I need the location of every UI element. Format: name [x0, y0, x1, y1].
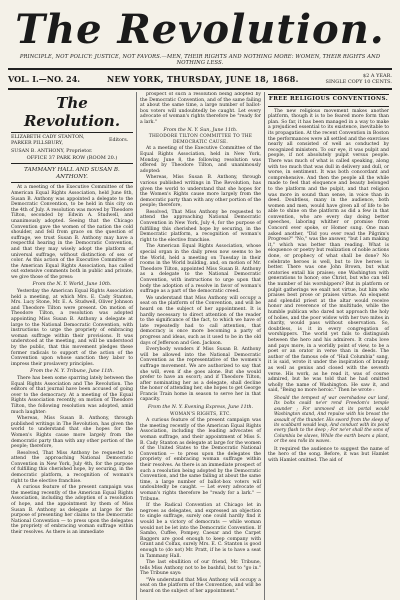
editor-stanton: ELIZABETH CADY STANTON, [11, 135, 85, 140]
paragraph: Resolved, That Miss Anthony be requested to attend the approaching National Democratic Convention in New York, July 4th, for the purpose of fulfilling this cherished hope, by securing, in the democratic platform, a recognition of woman's right to the elective franchise. [11, 450, 133, 484]
dateline [8, 72, 392, 86]
column-masthead: The Revolution. [23, 94, 121, 130]
source-line: From the N. Y. World, June 10th. [32, 282, 112, 288]
paragraph: The American Equal Rights Association, whose special organ in the daily press now seems to be the World, held a meeting on Tuesday in their rooms in the World building, and, on motion of Mr. Theodore Tilton, appointed Miss Susan B. Anthony as a delegate to the National Democratic Convention, with instructions to urge upon that body the adoption of a resolve in favor of woman's suffrage as a part of the democratic creed. [140, 244, 261, 295]
rule [268, 106, 389, 107]
office-address: OFFICE 37 PARK ROW (ROOM 20.) [26, 154, 118, 161]
column-1 [8, 92, 136, 600]
issue-date: NEW YORK, THURSDAY, JUNE 18, 1868. [106, 74, 299, 84]
editor-names [11, 135, 109, 147]
poem-stanza: Should the tempest of war overshadow our land, Its bolts could ne'er rend Freedom's temple asunder ; For unmoved at its portal would Washington stand, And repulse with his breast the assault of the thunder. His sword from the sleep of its scabbard would leap, And conduct with its point every flash to the deep ; For ne'er shall the sons of Columbia be slaves, While the earth bears a plant, or the sea rolls its waves. [274, 395, 389, 445]
section-subhead: WOMAN'S RIGHTS, ETC. [170, 411, 231, 417]
paragraph: Whereas, Miss Susan B. Anthony, through various published writings in The Revolution, has given the world to understand that she hopes for the Women's Rights cause more largely from the democratic party than with any other portion of the people; therefore, [140, 175, 261, 209]
paragraph: If the Radical Convention at Chicago let in negroes as delegates, and expressed an objection to single suffrage, surely one could hardly find it would be a victory of democrats — while woman would not be let into the Democratic Convention. If Sambo, Cuffee, Pompey, Caesar and the Carpet Baggers are good enough to keep company with Grant and Colfax, surely Mrs. E. C. Stanton is good enough to (do not) Mr. Pratt, if he is to have a seat in Tammany Hall. [140, 503, 261, 559]
price [326, 73, 392, 85]
paragraph: Whereas, Miss Susan B. Anthony, through published writings in The Revolution, has given the world to understand that she hopes for the Women's Rights cause more largely from the democratic party than with any other portion of the people; therefore, [11, 416, 133, 450]
paragraph: At a meeting of the Executive Committee of the American Equal Rights Association, held June 8th, Susan B. Anthony was appointed a delegate to the Democratic Convention, to be held in this city on the 4th of July. A resolution was moved by Theodore Tilton, seconded by Edwin A. Studwell, and unanimously adopted. Seeing that the Chicago Convention gave the women of the nation the cold shoulder, and fell from grace on the question of suffrage, we trust Susan B. Anthony may have a respectful hearing in the Democratic Convention, and that they may wisely adopt the platform of universal suffrage, without distinction of sex or color. As this action of the Executive Committee of the American Equal Rights Association, has called out extensive comments both in public and private, we give those of the press: [11, 185, 133, 280]
editors-block [11, 135, 133, 147]
source-line: From the N. Y. Evening Express, June 11th. [147, 405, 254, 411]
paragraph: We understand that Miss Anthony will occupy a seat on the platform of the Convention, and will be heard on the subject of her appointment. It is hardly necessary to direct attention of the reader to the significance of the fact, to which we have of late repeatedly had to call attention, that democracy is once more becoming a party of progress and ideas, such as it used to be in the old days of Jefferson and Gen. Jackson. [140, 295, 261, 346]
editor-pillsbury: PARKER PILLSBURY, [11, 141, 63, 146]
columns [8, 92, 392, 600]
paragraph: The new religious movement makes another platform, though it is to be feared more form than plan. So far, it has been managed in a way to make a prejudiced essential to its existence, inevitable to its propagation. At the recent Convention in Boston the performances were all settled and the exercises nearly all consisted of well as conducted by recognized ministers. To our eye, it was pulpit and people, if not absolutely pulpit versus people. There was much of what is called speaking, along with too much that was dull in delivery and dull, or worse, in sentiment. It was both concordant and comprehensive. And then the people all the while made to feel that eloquence and beauty belonged to the platform and the pulpit, and that religion was more in sound than sense, in voice than in deed. Doubtless, many in the audience, both women and men, would have given all of life to be able to shine on the platform as did a few in that convention, who are every day doing better speeches, laboring whither or promise from Concord ever spoke, or Homer sung. One man asked another, "Did you ever read the Pilgrim's Progress?" "No," was the answer, "but I am making it," which was better than reading. What is eloquence or poetry but realization of noble actions done, or prophecy of what shall be done? No celebrate heroes is well, but to live heroes is better. There was one John Brown, but what oratories entail his praises; one Washington with generations to honor; one Christ, but who can tell the number of his worshippers? But in platform or pulpit gatherings we exalt not virtue, but him who praises best prose or praises virtue. An eloquent and splendid priest at the altar would receive honor and reverence of the multitude, while the humble publican who dared not approach the holy of holies, and the poor widow with her two mites in charity, would pass without observation. So, doubtless, is it in every congregation of worshippers. The world yet fails to distinguish between the hero and his admirers. It crabs love and pays more, in a worldly point of view, to be a poet or an orator in verse than in deeds. The author of the famous ode of "Hail Columbia" sang, it is said, wrote it under the inspiration of brandy as well as genius and closed with the seventh verse. His work, as he read it, was of course admired, but he was told that he had omitted wholly the name of Washington. He saw it, and said, "Being no more heroic." Then he wrote : [268, 108, 389, 394]
rule [11, 132, 133, 133]
editors-role: Editors. [109, 138, 129, 143]
paragraph: There has been some sparring lately between the Equal Rights Association and The Revolution. The editors of that journal have been accused of going over to the democracy. At a meeting of the Equal Rights Association recently, on motion of Theodore Tilton, the following resolution was adopted, amid much laughter: [11, 375, 133, 415]
volume-number: VOL. I.—NO. 24. [8, 74, 81, 84]
article-headline: TAMMANY HALL AND SUSAN B. ANTHONY. [24, 167, 120, 180]
paragraph: The last ebullition of our friend, Mr. Tribune, tells Miss Anthony not to be bashful, but to "go in." The Tribune says: [140, 560, 261, 577]
source-line: From the N. Y. Tribune, June 11th. [30, 369, 114, 375]
price-single: SINGLE COPY 10 CENTS. [325, 79, 392, 85]
paragraph: A curious feature of the present campaign was the meeting recently of the American Equal Rights Association, including the leading advocates of woman suffrage, and their appointment of Miss S. B. Cady Stanton as delegate at large for the women of the United States to the Democratic National Convention — to press upon the delegates the propriety of embracing woman suffrage within their resolves. As there is an immediate prospect of such a resolution being adopted by the Democratic Convention, and the same failing at about the same time, a large number of ballot-box voters will undoubtedly be caught. — Let every advocate of woman's rights therefore be "ready for a lark." — Tribune. [140, 418, 261, 502]
masthead-motto: PRINCIPLE, NOT POLICY: JUSTICE, NOT FAVORS.—MEN, THEIR RIGHTS AND NOTHING MORE: WOMEN, THEIR RIGHTS AND NOTHING LESS. [19, 54, 381, 66]
rule [268, 94, 389, 95]
article-headline: FREE RELIGIOUS CONVENTIONS. [268, 96, 389, 102]
rule [11, 163, 133, 164]
rule [8, 88, 392, 90]
paragraph: Resolved, That Miss Anthony be requested to attend the approaching National Democratic Convention in New York, July 4, for the purpose of fulfilling this cherished hope by securing, in the Democratic platform, a recognition of woman's right to the elective franchise. [140, 209, 261, 243]
paragraph: "We understand that Miss Anthony will occupy a seat on the platform of the Convention, and will be heard on the subject of her appointment." [140, 577, 261, 595]
proprietor: SUSAN B. ANTHONY, Proprietor. [11, 149, 93, 154]
rule [11, 182, 133, 183]
paragraph: Everybody wonders if Miss Susan B. Anthony will be allowed into the National Democratic Convention as the representative of the women's suffrage movement. We are authorized to say that she will, even if she goes alone. But she would prefer to have an escort; and if Theodore Tilton, after nominating her as a delegate, shall decline the honor of attending her, she hopes to get George Francis Train home in season to serve her in that capacity. [140, 347, 261, 403]
price-year: $2 A YEAR. [362, 73, 392, 79]
column-2 [136, 92, 264, 600]
paragraph: It required the audience to suggest the name of the hero of the song. Before, it was but Hamlet with Hamlet omitted. The aid of [268, 446, 389, 463]
paragraph: At a meeting of the Executive Committee of the Equal Rights Association, held in New York, Monday, June 8, the following resolution was offered by Theodore Tilton, and unanimously adopted: [140, 146, 261, 174]
source-line: From the N. Y. Sun, June 11th. [163, 127, 238, 133]
masthead-title: The Revolution. [15, 6, 385, 53]
paragraph: A curious feature of the present campaign was the meeting recently of the American Equal Rights Association, including the adoption of a resolution of hope, and the appointment by them of Miss Susan B. Anthony as delegate at large for the purpose of presenting her claims to the Democratic National Convention — to press upon the delegates the propriety of embracing woman suffrage within their resolves. As there is an immediate [11, 485, 133, 535]
column-3 [264, 92, 392, 600]
section-subhead: THEODORE TILTON COMMITTEE TO THE DEMOCRATIC CAUSE. [148, 134, 253, 145]
paragraph: prospect of such a resolution being adopted by the Democratic Convention, and of the same failing at about the same time, a large number of ballot-box voters will undoubtedly be caught. Let every advocate of woman's rights therefore be "ready for a lark." [140, 92, 261, 125]
paragraph: Yesterday the American Equal Rights Association held a meeting, at which Mrs. E. Cady Stanton, Mrs. Lucy Stone, Mr. E. A. Studwell, Oliver Johnson and Theodore Tilton were present. On motion of Theodore Tilton, a resolution was adopted appointing Miss Susan B. Anthony a delegate at large to the National Democratic Convention, with instructions to urge the propriety of embracing woman suffrage within their provisions. It was understood at the meeting, and will be understood by the public, that this movement pledges these former radicals to support of the action of the Convention upon whose sanction they labor to impress their proslavery principles. [11, 289, 133, 367]
rule [8, 68, 392, 70]
